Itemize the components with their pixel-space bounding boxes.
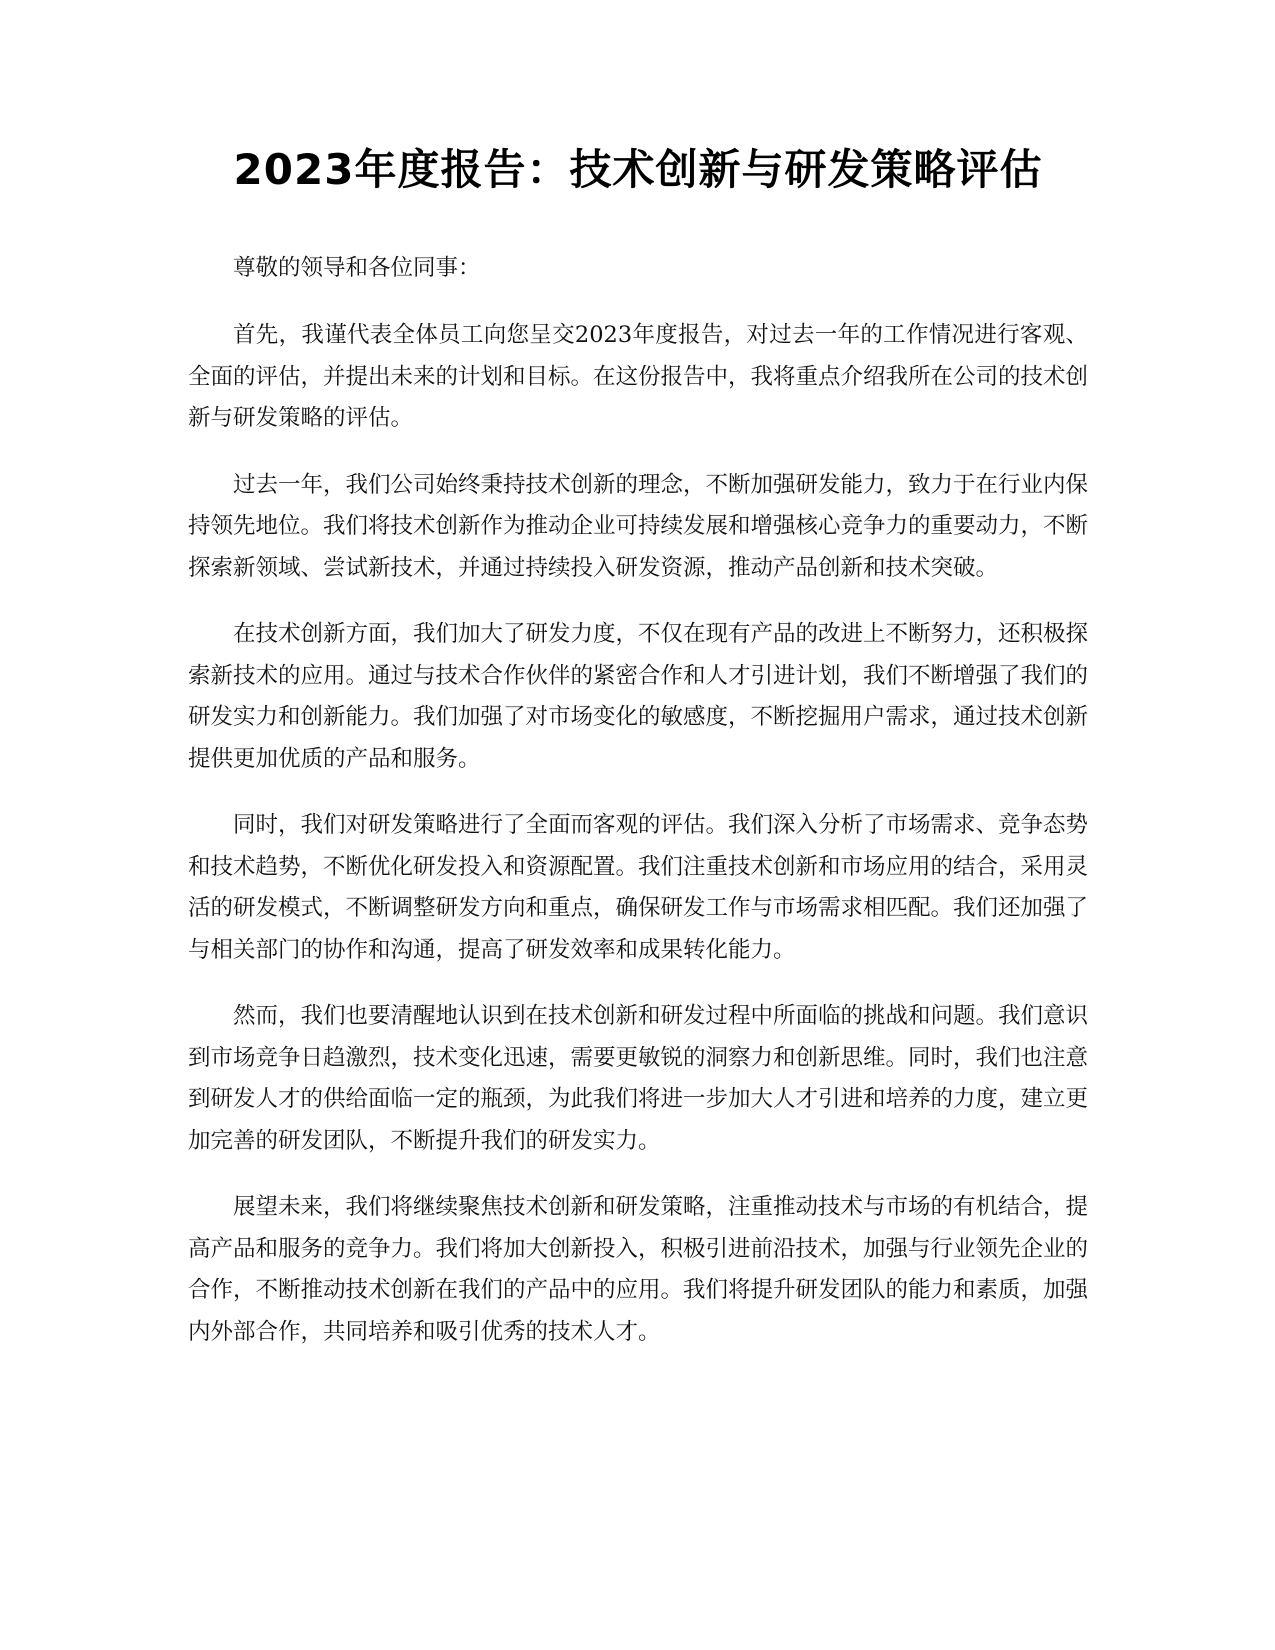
document-title: 2023年度报告：技术创新与研发策略评估 [233, 145, 1043, 194]
salutation: 尊敬的领导和各位同事： [233, 255, 481, 281]
paragraph-innovation: 在技术创新方面，我们加大了研发力度，不仅在现有产品的改进上不断努力，还积极探索新技术的应用。通过与技术合作伙伴的紧密合作和人才引进计划，我们不断增强了我们的研发实力和创新能力。我们加强了对市场变化的敏感度，不断挖掘用户需求，通过技术创新提供更加优质的产品和服务。 [188, 621, 1089, 772]
paragraph-intro: 首先，我谨代表全体员工向您呈交2023年度报告，对过去一年的工作情况进行客观、全面的评估，并提出未来的计划和目标。在这份报告中，我将重点介绍我所在公司的技术创新与研发策略的评估。 [188, 322, 1089, 431]
paragraph-challenges: 然而，我们也要清醒地认识到在技术创新和研发过程中所面临的挑战和问题。我们意识到市场竞争日趋激烈，技术变化迅速，需要更敏锐的洞察力和创新思维。同时，我们也注意到研发人才的供给面临一定的瓶颈，为此我们将进一步加大人才引进和培养的力度，建立更加完善的研发团队，不断提升我们的研发实力。 [188, 1003, 1089, 1154]
document-body [188, 138, 1088, 1353]
paragraph-outlook: 展望未来，我们将继续聚焦技术创新和研发策略，注重推动技术与市场的有机结合，提高产品和服务的竞争力。我们将加大创新投入，积极引进前沿技术，加强与行业领先企业的合作，不断推动技术创新在我们的产品中的应用。我们将提升研发团队的能力和素质，加强内外部合作，共同培养和吸引优秀的技术人才。 [188, 1194, 1089, 1345]
paragraph-past-year: 过去一年，我们公司始终秉持技术创新的理念，不断加强研发能力，致力于在行业内保持领先地位。我们将技术创新作为推动企业可持续发展和增强核心竞争力的重要动力，不断探索新领域、尝试新技术，并通过持续投入研发资源，推动产品创新和技术突破。 [188, 471, 1089, 581]
paragraph-strategy-evaluation: 同时，我们对研发策略进行了全面而客观的评估。我们深入分析了市场需求、竞争态势和技术趋势，不断优化研发投入和资源配置。我们注重技术创新和市场应用的结合，采用灵活的研发模式，不断调整研发方向和重点，确保研发工作与市场需求相匹配。我们还加强了与相关部门的协作和沟通，提高了研发效率和成果转化能力。 [188, 812, 1089, 963]
